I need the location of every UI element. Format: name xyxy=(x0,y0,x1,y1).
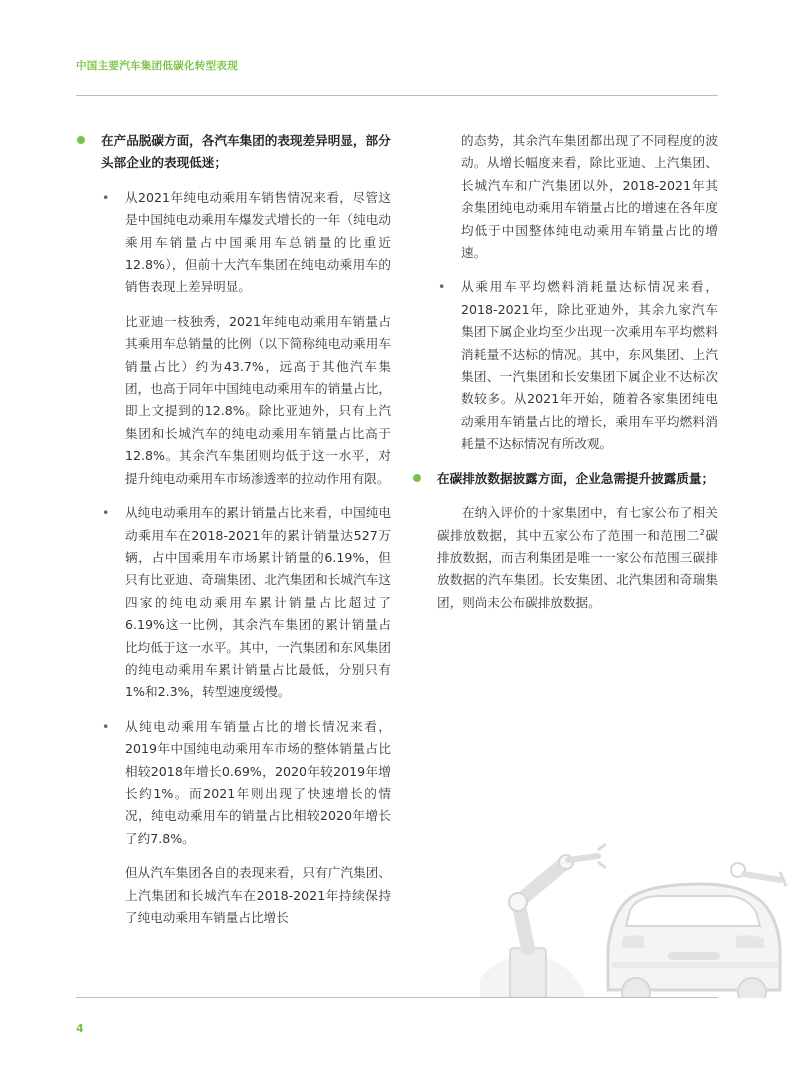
paragraph-emission-data xyxy=(412,502,718,614)
right-column xyxy=(412,130,718,614)
sub-bullet-2021-sales xyxy=(76,187,391,299)
sub-bullet-text: 从2021年纯电动乘用车销售情况来看，尽管这是中国纯电动乘用车爆发式增长的一年（纯电动乘用车销量占中国乘用车总销量的比重近12.8%），但前十大汽车集团在纯电动乘用车的销售表现上差异明显。 xyxy=(125,189,391,295)
paragraph-continuation: 的态势，其余汽车集团都出现了不同程度的波动。从增长幅度来看，除比亚迪、上汽集团、长城汽车和广汽集团以外，2018-2021年其余集团纯电动乘用车销量占比的增速在各年度均低于中国整体纯电动乘用车销量占比的增速。 xyxy=(461,133,718,261)
sub-bullet-growth xyxy=(76,716,391,850)
superscript-note: 2 xyxy=(699,527,705,537)
sub-bullet-text: 从纯电动乘用车的累计销量占比来看，中国纯电动乘用车在2018-2021年的累计销量达527万辆，占中国乘用车市场累计销量的6.19%，但只有比亚迪、奇瑞集团、北汽集团和长城汽车这四家的纯电动乘用车累计销量占比超过了6.19%这一比例，其余汽车集团的累计销量占比均低于这一水平。其中，一汽集团和东风集团的纯电动乘用车累计销量占比最低，分别只有1%和2.3%，转型速度缓慢。 xyxy=(125,505,391,700)
page-number: 4 xyxy=(76,1022,84,1035)
green-bullet-icon xyxy=(413,474,421,482)
robot-arm-car-illustration-icon xyxy=(480,840,793,998)
sub-bullet-cumulative-sales xyxy=(76,502,391,704)
bullet-heading-text: 在产品脱碳方面，各汽车集团的表现差异明显，部分头部企业的表现低迷； xyxy=(101,133,391,171)
running-header: 中国主要汽车集团低碳化转型表现 xyxy=(76,60,238,72)
sub-bullet-icon: • xyxy=(438,279,446,295)
paragraph-byd: 比亚迪一枝独秀，2021年纯电动乘用车销量占其乘用车总销量的比例（以下简称纯电动乘用车销量占比）约为43.7%，远高于其他汽车集团，也高于同年中国纯电动乘用车的销量占比，即上文提到的12.8%。除比亚迪外，只有上汽集团和长城汽车的纯电动乘用车销量占比高于12.8%。其余汽车集团则均低于这一水平，对提升纯电动乘用车市场渗透率的拉动作用有限。 xyxy=(125,313,391,486)
bullet-heading-product-decarbonization xyxy=(76,130,391,175)
header-divider xyxy=(76,95,718,96)
bullet-heading-text: 在碳排放数据披露方面，企业急需提升披露质量； xyxy=(437,470,715,486)
bullet-heading-emission-disclosure xyxy=(412,468,718,490)
footer-divider xyxy=(76,997,718,998)
sub-bullet-icon: • xyxy=(102,718,110,734)
sub-bullet-text: 从乘用车平均燃料消耗量达标情况来看，2018-2021年，除比亚迪外，其余九家汽车集团下属企业均至少出现一次乘用车平均燃料消耗量不达标的情况。其中，东风集团、上汽集团、一汽集团和长安集团下属企业不达标次数较多。从2021年开始，随着各家集团纯电动乘用车销量占比的增长，乘用车平均燃料消耗量不达标情况有所改观。 xyxy=(461,279,718,452)
sub-bullet-text: 从纯电动乘用车销量占比的增长情况来看，2019年中国纯电动乘用车市场的整体销量占比相较2018年增长0.69%，2020年较2019年增长约1%。而2021年则出现了快速增长的情况，纯电动乘用车的销量占比相较2020年增长了约7.8%。 xyxy=(125,718,391,846)
sub-bullet-fuel-consumption xyxy=(412,276,718,455)
sub-bullet-icon: • xyxy=(102,505,110,521)
paragraph-group-performance: 但从汽车集团各自的表现来看，只有广汽集团、上汽集团和长城汽车在2018-2021年持续保持了纯电动乘用车销量占比增长 xyxy=(125,865,391,925)
left-column xyxy=(76,130,391,941)
green-bullet-icon xyxy=(77,136,85,144)
paragraph-text-b: 碳排放数据，而吉利集团是唯一一家公布范围三碳排放数据的汽车集团。长安集团、北汽集团和奇瑞集团，则尚未公布碳排放数据。 xyxy=(437,527,719,610)
sub-bullet-icon: • xyxy=(102,189,110,205)
paragraph-text-a: 在纳入评价的十家集团中，有七家公布了相关碳排放数据，其中五家公布了范围一和范围二 xyxy=(437,505,718,543)
